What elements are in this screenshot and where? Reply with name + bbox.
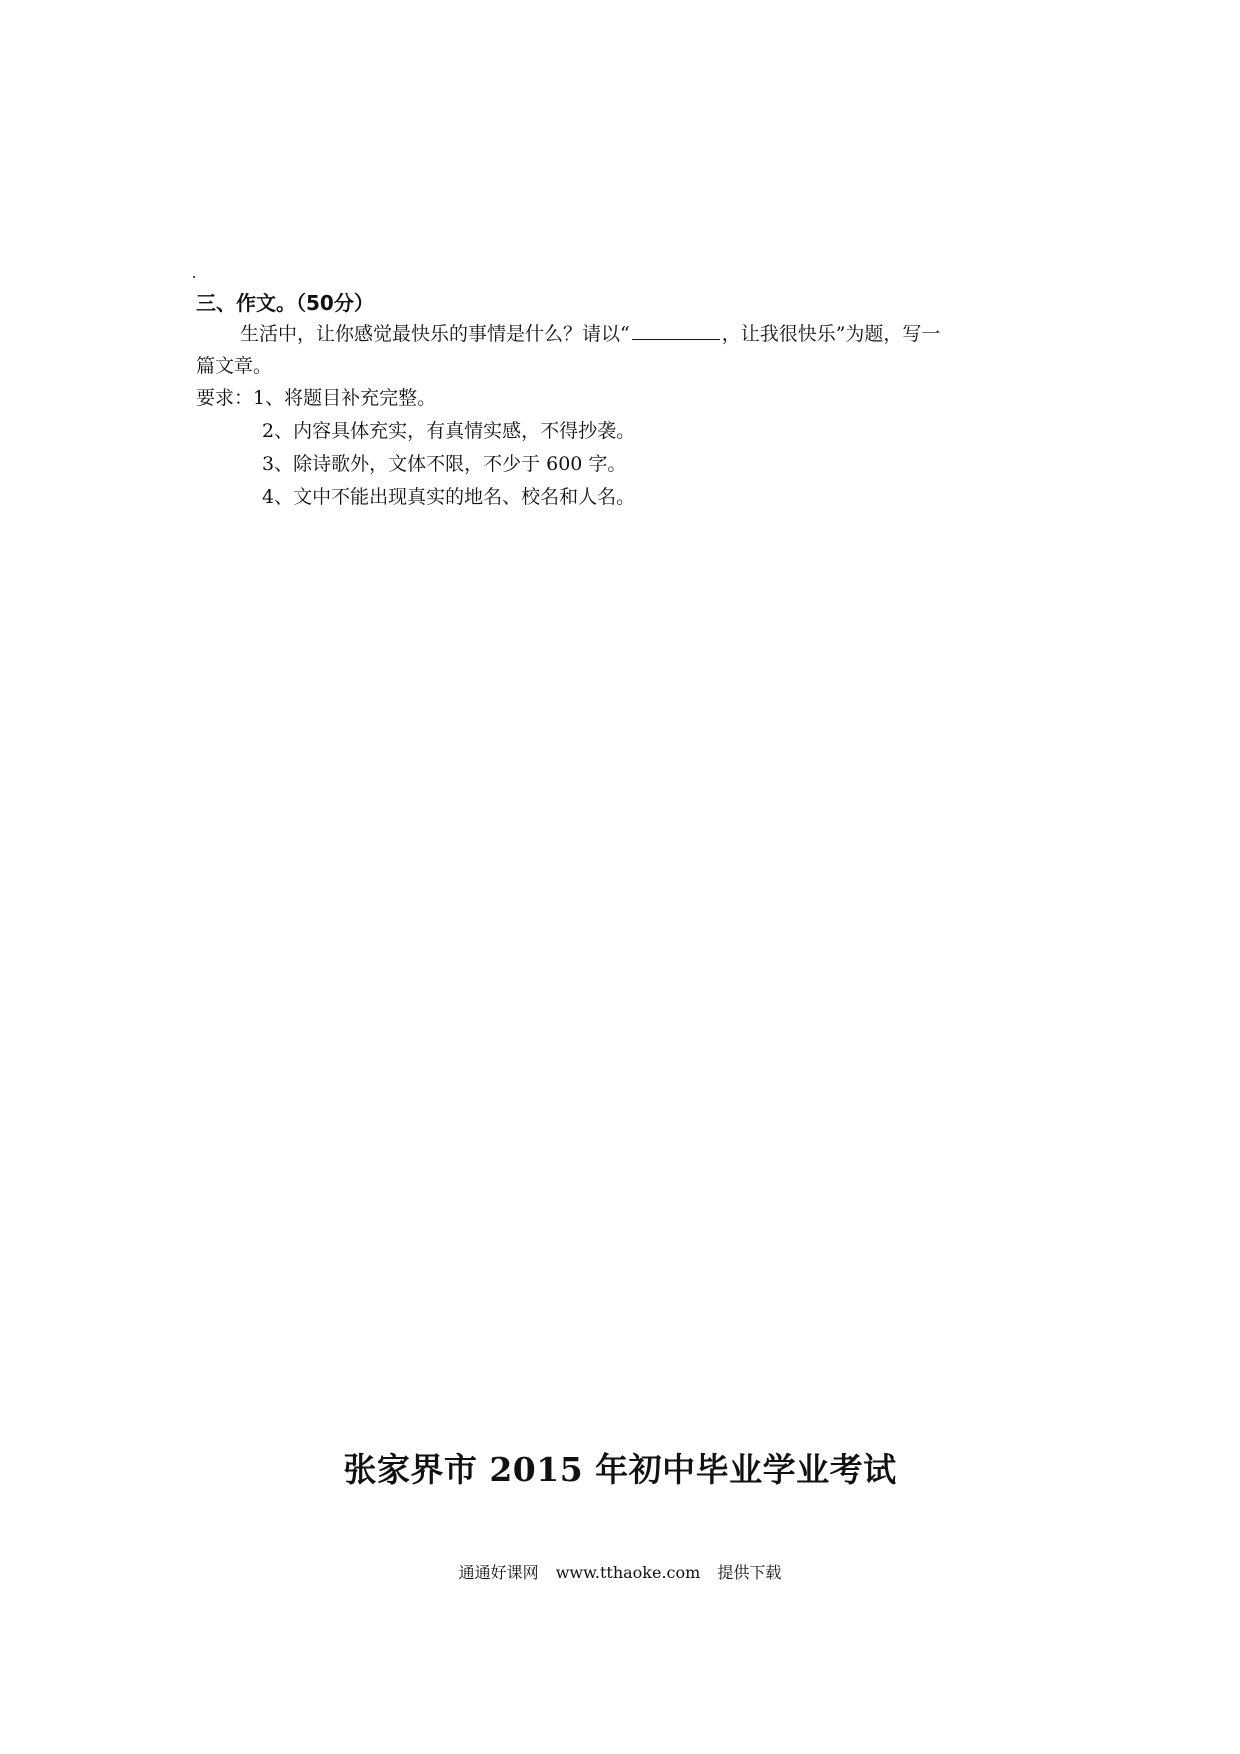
essay-prompt	[196, 318, 1056, 382]
scan-speck	[193, 276, 195, 278]
requirement-item: 2、内容具体充实，有真情实感，不得抄袭。	[262, 420, 636, 442]
requirement-item: 3、除诗歌外，文体不限，不少于 600 字。	[262, 453, 627, 475]
exam-title: 张家界市 2015 年初中毕业学业考试	[343, 1450, 897, 1489]
title-blank	[632, 321, 720, 340]
essay-heading: 三、作文。（50分）	[196, 291, 374, 315]
footer	[0, 1561, 1240, 1585]
prompt-line-1	[196, 318, 1056, 350]
requirements-label: 要求：	[196, 387, 254, 409]
footer-site-url[interactable]: www.tthaoke.com	[555, 1563, 701, 1582]
requirement-item: 4、文中不能出现真实的地名、校名和人名。	[262, 486, 636, 508]
prompt-text-before-blank: 生活中，让你感觉最快乐的事情是什么？请以“	[240, 323, 630, 345]
requirement-item	[196, 382, 1056, 415]
footer-action: 提供下载	[717, 1563, 782, 1582]
requirement-text: 1、将题目补充完整。	[253, 387, 437, 409]
footer-site-name: 通通好课网	[458, 1563, 539, 1582]
essay-section	[196, 288, 1056, 514]
prompt-line-2: 篇文章。	[196, 355, 273, 377]
prompt-text-after-blank: ，让我很快乐”为题，写一	[721, 323, 941, 345]
requirements-list	[196, 382, 1056, 514]
